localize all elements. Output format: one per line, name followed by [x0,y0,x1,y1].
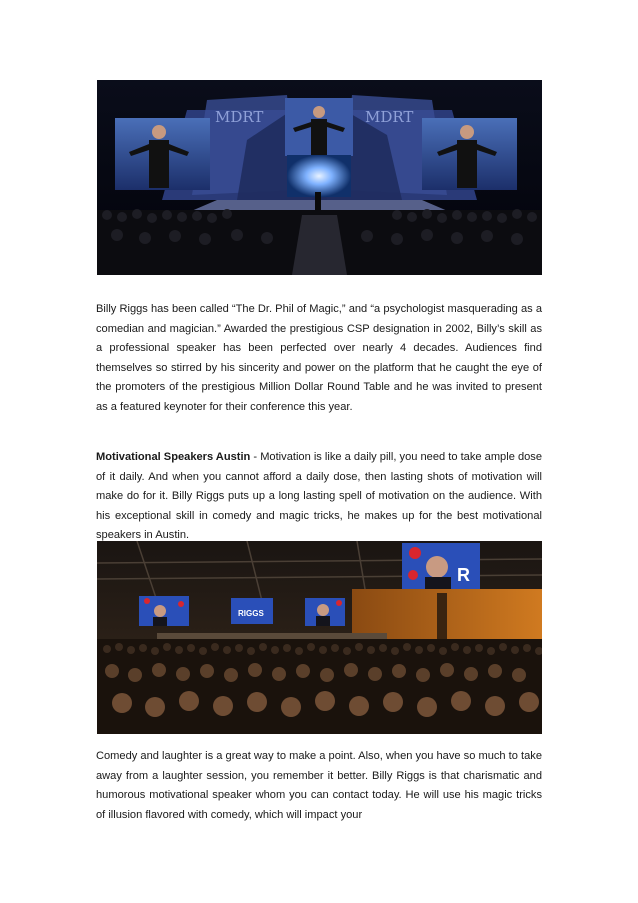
paragraph-body: Motivation is like a daily pill, you need to take ample dose of it daily. And when you cannot afford a daily dose, then lasting shots of motivation will make do for it. Billy Riggs puts up a long lasting spell of motivation on the audience. With his exceptional skill in comedy and magic tricks, he makes up for the best motivational speakers in Austin. [96,451,543,542]
center-glow-screen [287,155,351,197]
screen-letter: R [457,565,470,585]
banner-left-text: MDRT [215,108,264,126]
paragraph-lead-heading: Motivational Speakers Austin [96,451,251,463]
lead-separator: - [250,451,261,463]
paragraph-motivational-speakers [96,448,542,546]
banner-right-text: MDRT [365,108,414,126]
hall-photo-illustration [97,541,542,734]
paragraph-intro: Billy Riggs has been called “The Dr. Phil of Magic,” and “a psychologist masquerading as a comedian and magician.” Awarded the prestigious CSP designation in 2002, Billy’s skill as a professional speaker has been perfected over nearly 4 decades. Audiences find themselves so stirred by his sincerity and power on the platform that he caught the eye of the promoters of the prestigious Million Dollar Round Table and he was invited to present as a featured keynoter for their conference this year. [96,303,542,413]
paragraph-comedy: Comedy and laughter is a great way to make a point. Also, when you have so much to take away from a laughter session, you remember it better. Billy Riggs is that charismatic and humorous motivational speaker whom you can contact today. He will use his magic tricks of illusion flavored with comedy, which will impact your [96,750,542,821]
stage-photo [97,80,542,275]
screen-center-label: RIGGS [238,609,264,618]
conference-hall-photo [97,541,542,734]
stage-photo-illustration [97,80,542,275]
